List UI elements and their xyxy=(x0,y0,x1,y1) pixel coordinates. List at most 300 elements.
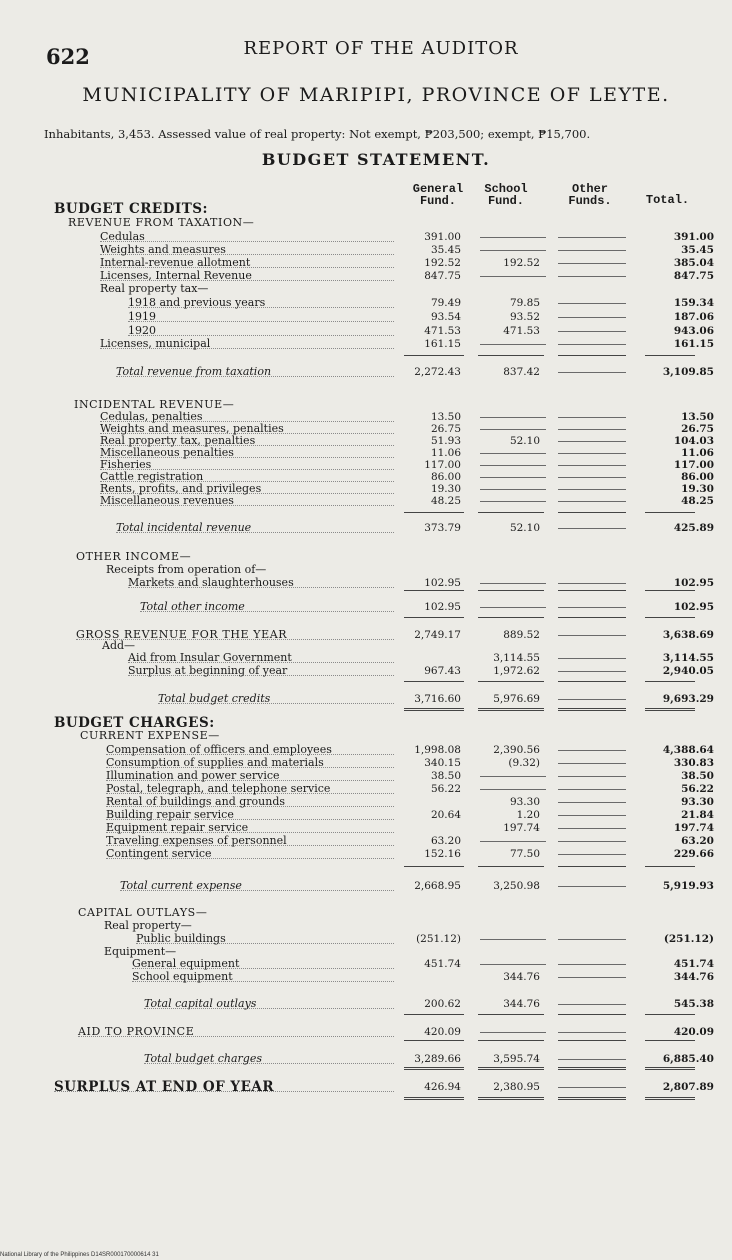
general-fund-value: 426.94 xyxy=(424,1081,461,1093)
other-funds-dash xyxy=(558,435,626,442)
total-value: 21.84 xyxy=(681,809,714,821)
empty-cell-dash xyxy=(480,770,546,777)
row-label: Total budget charges xyxy=(144,1053,394,1064)
row-label: REVENUE FROM TAXATION— xyxy=(68,216,255,229)
sum-rule xyxy=(478,1014,544,1015)
row-label: CURRENT EXPENSE— xyxy=(80,729,220,742)
empty-cell-dash xyxy=(480,231,546,238)
total-value: 161.15 xyxy=(673,338,714,350)
row-label: Postal, telegraph, and telephone service xyxy=(106,783,394,794)
general-fund-value: 48.25 xyxy=(430,495,461,507)
sum-rule xyxy=(404,617,464,618)
total-value: 2,940.05 xyxy=(662,665,714,677)
other-funds-dash xyxy=(558,998,626,1005)
other-funds-dash xyxy=(558,958,626,965)
row-label: Total revenue from taxation xyxy=(116,366,394,377)
row-label: Real property tax, penalties xyxy=(100,435,394,446)
statement-title: BUDGET STATEMENT. xyxy=(261,150,491,169)
total-value: 344.76 xyxy=(673,971,714,983)
empty-cell-dash xyxy=(480,244,546,251)
total-value: 104.03 xyxy=(673,435,714,447)
row-label: 1918 and previous years xyxy=(128,297,394,308)
row-label: Equipment repair service xyxy=(106,822,394,833)
general-fund-value: 373.79 xyxy=(424,522,461,534)
row-label: Building repair service xyxy=(106,809,394,820)
sum-rule xyxy=(404,708,464,711)
total-value: 86.00 xyxy=(681,471,714,483)
table-row xyxy=(0,325,732,337)
other-funds-dash xyxy=(558,783,626,790)
table-row xyxy=(0,217,732,229)
table-row xyxy=(0,297,732,309)
sum-rule xyxy=(558,681,626,682)
sum-rule xyxy=(404,1067,464,1070)
column-header-general-fund: General Fund. xyxy=(412,182,464,208)
sum-rule xyxy=(404,1014,464,1015)
sum-rule xyxy=(558,1040,626,1041)
row-label: Compensation of officers and employees xyxy=(106,744,394,755)
sum-rule xyxy=(404,1097,464,1100)
sum-rule xyxy=(645,866,695,867)
total-value: 847.75 xyxy=(673,270,714,282)
general-fund-value: 51.93 xyxy=(430,435,461,447)
other-funds-dash xyxy=(558,809,626,816)
total-value: 3,638.69 xyxy=(662,629,714,641)
empty-cell-dash xyxy=(480,471,546,478)
empty-cell-dash xyxy=(480,1026,546,1033)
table-row xyxy=(0,835,732,847)
general-fund-value: 13.50 xyxy=(430,411,461,423)
general-fund-value: 117.00 xyxy=(424,459,461,471)
row-label: Cattle registration xyxy=(100,471,394,482)
general-fund-value: 200.62 xyxy=(424,998,461,1010)
general-fund-value: 2,749.17 xyxy=(414,629,461,641)
table-row xyxy=(0,958,732,970)
other-funds-dash xyxy=(558,629,626,636)
other-funds-dash xyxy=(558,757,626,764)
other-funds-dash xyxy=(558,297,626,304)
row-label: Total budget credits xyxy=(158,693,394,704)
school-fund-value: 192.52 xyxy=(503,257,540,269)
sum-rule xyxy=(558,590,626,591)
empty-cell-dash xyxy=(480,483,546,490)
municipality-title: MUNICIPALITY OF MARIPIPI, PROVINCE OF LEYTE. xyxy=(82,84,670,106)
general-fund-value: 1,998.08 xyxy=(414,744,461,756)
total-value: 38.50 xyxy=(681,770,714,782)
school-fund-value: 93.30 xyxy=(509,796,540,808)
row-label: Cedulas xyxy=(100,231,394,242)
other-funds-dash xyxy=(558,311,626,318)
table-row xyxy=(0,717,732,729)
sum-rule xyxy=(478,1097,544,1100)
general-fund-value: 102.95 xyxy=(424,601,461,613)
table-row xyxy=(0,283,732,295)
row-label: School equipment xyxy=(132,971,394,982)
table-row xyxy=(0,577,732,589)
total-value: 3,109.85 xyxy=(662,366,714,378)
footer-credit: National Library of the Philippines D14SR000170000614 31 xyxy=(0,1252,159,1258)
general-fund-value: 2,668.95 xyxy=(414,880,461,892)
total-value: 117.00 xyxy=(673,459,714,471)
empty-cell-dash xyxy=(480,495,546,502)
total-value: 330.83 xyxy=(673,757,714,769)
school-fund-value: 837.42 xyxy=(503,366,540,378)
table-row xyxy=(0,522,732,534)
general-fund-value: 19.30 xyxy=(430,483,461,495)
school-fund-value: 2,380.95 xyxy=(493,1081,540,1093)
table-row xyxy=(0,971,732,983)
total-value: 159.34 xyxy=(673,297,714,309)
total-value: 197.74 xyxy=(673,822,714,834)
other-funds-dash xyxy=(558,577,626,584)
other-funds-dash xyxy=(558,459,626,466)
sum-rule xyxy=(645,512,695,513)
table-row xyxy=(0,1081,732,1093)
total-value: 19.30 xyxy=(681,483,714,495)
school-fund-value: 889.52 xyxy=(503,629,540,641)
table-row xyxy=(0,601,732,613)
table-row xyxy=(0,652,732,664)
general-fund-value: 847.75 xyxy=(424,270,461,282)
school-fund-value: 1.20 xyxy=(516,809,540,821)
table-row xyxy=(0,244,732,256)
sum-rule xyxy=(478,1040,544,1041)
other-funds-dash xyxy=(558,1081,626,1088)
school-fund-value: 52.10 xyxy=(509,522,540,534)
total-value: 4,388.64 xyxy=(662,744,714,756)
row-label: CAPITAL OUTLAYS— xyxy=(78,906,208,919)
row-label: Total capital outlays xyxy=(144,998,394,1009)
general-fund-value: 391.00 xyxy=(424,231,461,243)
table-row xyxy=(0,640,732,652)
table-row xyxy=(0,1053,732,1065)
general-fund-value: 471.53 xyxy=(424,325,461,337)
table-row xyxy=(0,933,732,945)
general-fund-value: 2,272.43 xyxy=(414,366,461,378)
row-label: BUDGET CREDITS: xyxy=(54,201,209,217)
empty-cell-dash xyxy=(480,411,546,418)
row-label: Add— xyxy=(102,639,136,652)
row-label: AID TO PROVINCE xyxy=(78,1026,394,1037)
general-fund-value: 26.75 xyxy=(430,423,461,435)
row-label: Total current expense xyxy=(120,880,394,891)
empty-cell-dash xyxy=(480,577,546,584)
table-row xyxy=(0,270,732,282)
row-label: Weights and measures xyxy=(100,244,394,255)
sum-rule xyxy=(558,617,626,618)
other-funds-dash xyxy=(558,665,626,672)
table-row xyxy=(0,257,732,269)
general-fund-value: 20.64 xyxy=(430,809,461,821)
sum-rule xyxy=(645,590,695,591)
general-fund-value: 161.15 xyxy=(424,338,461,350)
total-value: 451.74 xyxy=(673,958,714,970)
row-label: Total incidental revenue xyxy=(116,522,394,533)
sum-rule xyxy=(478,355,544,356)
table-row xyxy=(0,338,732,350)
other-funds-dash xyxy=(558,835,626,842)
other-funds-dash xyxy=(558,447,626,454)
other-funds-dash xyxy=(558,880,626,887)
sum-rule xyxy=(645,708,695,711)
row-label: Fisheries xyxy=(100,459,394,470)
sum-rule xyxy=(645,617,695,618)
general-fund-value: 340.15 xyxy=(424,757,461,769)
other-funds-dash xyxy=(558,744,626,751)
general-fund-value: 451.74 xyxy=(424,958,461,970)
total-value: 5,919.93 xyxy=(662,880,714,892)
school-fund-value: 471.53 xyxy=(503,325,540,337)
sum-rule xyxy=(478,590,544,591)
sum-rule xyxy=(404,512,464,513)
school-fund-value: 79.85 xyxy=(509,297,540,309)
total-value: 102.95 xyxy=(673,577,714,589)
table-row xyxy=(0,907,732,919)
row-label: Public buildings xyxy=(136,933,394,944)
total-value: (251.12) xyxy=(663,933,714,945)
row-label: Cedulas, penalties xyxy=(100,411,394,422)
total-value: 187.06 xyxy=(673,311,714,323)
total-value: 385.04 xyxy=(673,257,714,269)
sum-rule xyxy=(558,1067,626,1070)
row-label: BUDGET CHARGES: xyxy=(54,715,215,731)
other-funds-dash xyxy=(558,231,626,238)
empty-cell-dash xyxy=(480,958,546,965)
running-title: REPORT OF THE AUDITOR xyxy=(243,38,519,59)
general-fund-value: 3,716.60 xyxy=(414,693,461,705)
sum-rule xyxy=(478,1067,544,1070)
sum-rule xyxy=(404,355,464,356)
general-fund-value: 11.06 xyxy=(430,447,461,459)
sum-rule xyxy=(645,681,695,682)
empty-cell-dash xyxy=(480,338,546,345)
row-label: Real property— xyxy=(104,919,192,932)
total-value: 229.66 xyxy=(673,848,714,860)
row-label: OTHER INCOME— xyxy=(76,550,192,563)
table-row xyxy=(0,880,732,892)
total-value: 420.09 xyxy=(673,1026,714,1038)
row-label: SURPLUS AT END OF YEAR xyxy=(54,1081,394,1092)
sum-rule xyxy=(645,1040,695,1041)
other-funds-dash xyxy=(558,693,626,700)
sum-rule xyxy=(645,1097,695,1100)
other-funds-dash xyxy=(558,495,626,502)
total-value: 3,114.55 xyxy=(662,652,714,664)
table-row xyxy=(0,770,732,782)
empty-cell-dash xyxy=(480,933,546,940)
total-value: 93.30 xyxy=(681,796,714,808)
table-row xyxy=(0,495,732,507)
column-header-other-funds: Other Funds. xyxy=(568,182,612,208)
total-value: 102.95 xyxy=(673,601,714,613)
row-label: GROSS REVENUE FOR THE YEAR xyxy=(76,629,394,640)
sum-rule xyxy=(558,1014,626,1015)
total-value: 9,693.29 xyxy=(662,693,714,705)
sum-rule xyxy=(404,681,464,682)
other-funds-dash xyxy=(558,244,626,251)
general-fund-value: 3,289.66 xyxy=(414,1053,461,1065)
table-row xyxy=(0,551,732,563)
row-label: General equipment xyxy=(132,958,394,969)
total-value: 391.00 xyxy=(673,231,714,243)
table-row xyxy=(0,796,732,808)
other-funds-dash xyxy=(558,338,626,345)
row-label: Internal-revenue allotment xyxy=(100,257,394,268)
column-header-school-fund: School Fund. xyxy=(484,182,528,208)
other-funds-dash xyxy=(558,652,626,659)
sum-rule xyxy=(645,1014,695,1015)
table-row xyxy=(0,848,732,860)
sum-rule xyxy=(478,866,544,867)
total-value: 63.20 xyxy=(681,835,714,847)
table-row xyxy=(0,564,732,576)
other-funds-dash xyxy=(558,483,626,490)
sum-rule xyxy=(645,1067,695,1070)
inhabitants-line: Inhabitants, 3,453. Assessed value of real property: Not exempt, ₱203,500; exempt, ₱15,700. xyxy=(44,127,591,141)
table-row xyxy=(0,311,732,323)
table-row xyxy=(0,730,732,742)
general-fund-value: 967.43 xyxy=(424,665,461,677)
total-value: 26.75 xyxy=(681,423,714,435)
column-header-total: Total. xyxy=(645,193,690,207)
general-fund-value: 63.20 xyxy=(430,835,461,847)
total-value: 11.06 xyxy=(681,447,714,459)
school-fund-value: 77.50 xyxy=(509,848,540,860)
empty-cell-dash xyxy=(480,447,546,454)
row-label: Surplus at beginning of year xyxy=(128,665,394,676)
other-funds-dash xyxy=(558,522,626,529)
table-row xyxy=(0,822,732,834)
sum-rule xyxy=(478,681,544,682)
row-label: Rental of buildings and grounds xyxy=(106,796,394,807)
school-fund-value: 5,976.69 xyxy=(493,693,540,705)
row-label: Contingent service xyxy=(106,848,394,859)
empty-cell-dash xyxy=(480,601,546,608)
row-label: Illumination and power service xyxy=(106,770,394,781)
sum-rule xyxy=(558,512,626,513)
row-label: Consumption of supplies and materials xyxy=(106,757,394,768)
school-fund-value: 197.74 xyxy=(503,822,540,834)
empty-cell-dash xyxy=(480,459,546,466)
total-value: 2,807.89 xyxy=(662,1081,714,1093)
other-funds-dash xyxy=(558,933,626,940)
general-fund-value: 35.45 xyxy=(430,244,461,256)
general-fund-value: 102.95 xyxy=(424,577,461,589)
other-funds-dash xyxy=(558,270,626,277)
sum-rule xyxy=(558,355,626,356)
other-funds-dash xyxy=(558,848,626,855)
row-label: Total other income xyxy=(140,601,394,612)
table-row xyxy=(0,665,732,677)
sum-rule xyxy=(558,1097,626,1100)
sum-rule xyxy=(404,1040,464,1041)
general-fund-value: 192.52 xyxy=(424,257,461,269)
empty-cell-dash xyxy=(480,835,546,842)
general-fund-value: 56.22 xyxy=(430,783,461,795)
table-row xyxy=(0,366,732,378)
school-fund-value: 52.10 xyxy=(509,435,540,447)
table-row xyxy=(0,809,732,821)
row-label: 1920 xyxy=(128,325,394,336)
other-funds-dash xyxy=(558,325,626,332)
other-funds-dash xyxy=(558,366,626,373)
table-row xyxy=(0,946,732,958)
row-label: Miscellaneous revenues xyxy=(100,495,394,506)
school-fund-value: 1,972.62 xyxy=(493,665,540,677)
sum-rule xyxy=(478,708,544,711)
page-number: 622 xyxy=(46,44,90,69)
total-value: 425.89 xyxy=(673,522,714,534)
other-funds-dash xyxy=(558,257,626,264)
other-funds-dash xyxy=(558,411,626,418)
row-label: Receipts from operation of— xyxy=(106,563,267,576)
table-row xyxy=(0,783,732,795)
other-funds-dash xyxy=(558,796,626,803)
table-row xyxy=(0,757,732,769)
row-label: Markets and slaughterhouses xyxy=(128,577,394,588)
school-fund-value: 2,390.56 xyxy=(493,744,540,756)
row-label: Licenses, municipal xyxy=(100,338,394,349)
row-label: Aid from Insular Government xyxy=(128,652,394,663)
empty-cell-dash xyxy=(480,783,546,790)
school-fund-value: (9.32) xyxy=(508,757,540,769)
other-funds-dash xyxy=(558,971,626,978)
general-fund-value: 79.49 xyxy=(430,297,461,309)
empty-cell-dash xyxy=(480,270,546,277)
other-funds-dash xyxy=(558,1026,626,1033)
table-row xyxy=(0,231,732,243)
row-label: Weights and measures, penalties xyxy=(100,423,394,434)
general-fund-value: 38.50 xyxy=(430,770,461,782)
school-fund-value: 3,595.74 xyxy=(493,1053,540,1065)
table-row xyxy=(0,693,732,705)
sum-rule xyxy=(404,590,464,591)
school-fund-value: 3,114.55 xyxy=(493,652,540,664)
school-fund-value: 93.52 xyxy=(509,311,540,323)
table-row xyxy=(0,998,732,1010)
school-fund-value: 344.76 xyxy=(503,998,540,1010)
row-label: Miscellaneous penalties xyxy=(100,447,394,458)
sum-rule xyxy=(558,708,626,711)
sum-rule xyxy=(478,512,544,513)
row-label: Licenses, Internal Revenue xyxy=(100,270,394,281)
row-label: 1919 xyxy=(128,311,394,322)
other-funds-dash xyxy=(558,822,626,829)
other-funds-dash xyxy=(558,601,626,608)
total-value: 943.06 xyxy=(673,325,714,337)
school-fund-value: 344.76 xyxy=(503,971,540,983)
total-value: 35.45 xyxy=(681,244,714,256)
table-row xyxy=(0,744,732,756)
row-label: Traveling expenses of personnel xyxy=(106,835,394,846)
row-label: Rents, profits, and privileges xyxy=(100,483,394,494)
empty-cell-dash xyxy=(480,423,546,430)
sum-rule xyxy=(404,866,464,867)
total-value: 13.50 xyxy=(681,411,714,423)
other-funds-dash xyxy=(558,471,626,478)
total-value: 545.38 xyxy=(673,998,714,1010)
other-funds-dash xyxy=(558,423,626,430)
total-value: 56.22 xyxy=(681,783,714,795)
general-fund-value: 420.09 xyxy=(424,1026,461,1038)
table-row xyxy=(0,920,732,932)
general-fund-value: (251.12) xyxy=(416,933,461,945)
general-fund-value: 86.00 xyxy=(430,471,461,483)
general-fund-value: 93.54 xyxy=(430,311,461,323)
sum-rule xyxy=(558,866,626,867)
other-funds-dash xyxy=(558,770,626,777)
row-label: Equipment— xyxy=(104,945,177,958)
